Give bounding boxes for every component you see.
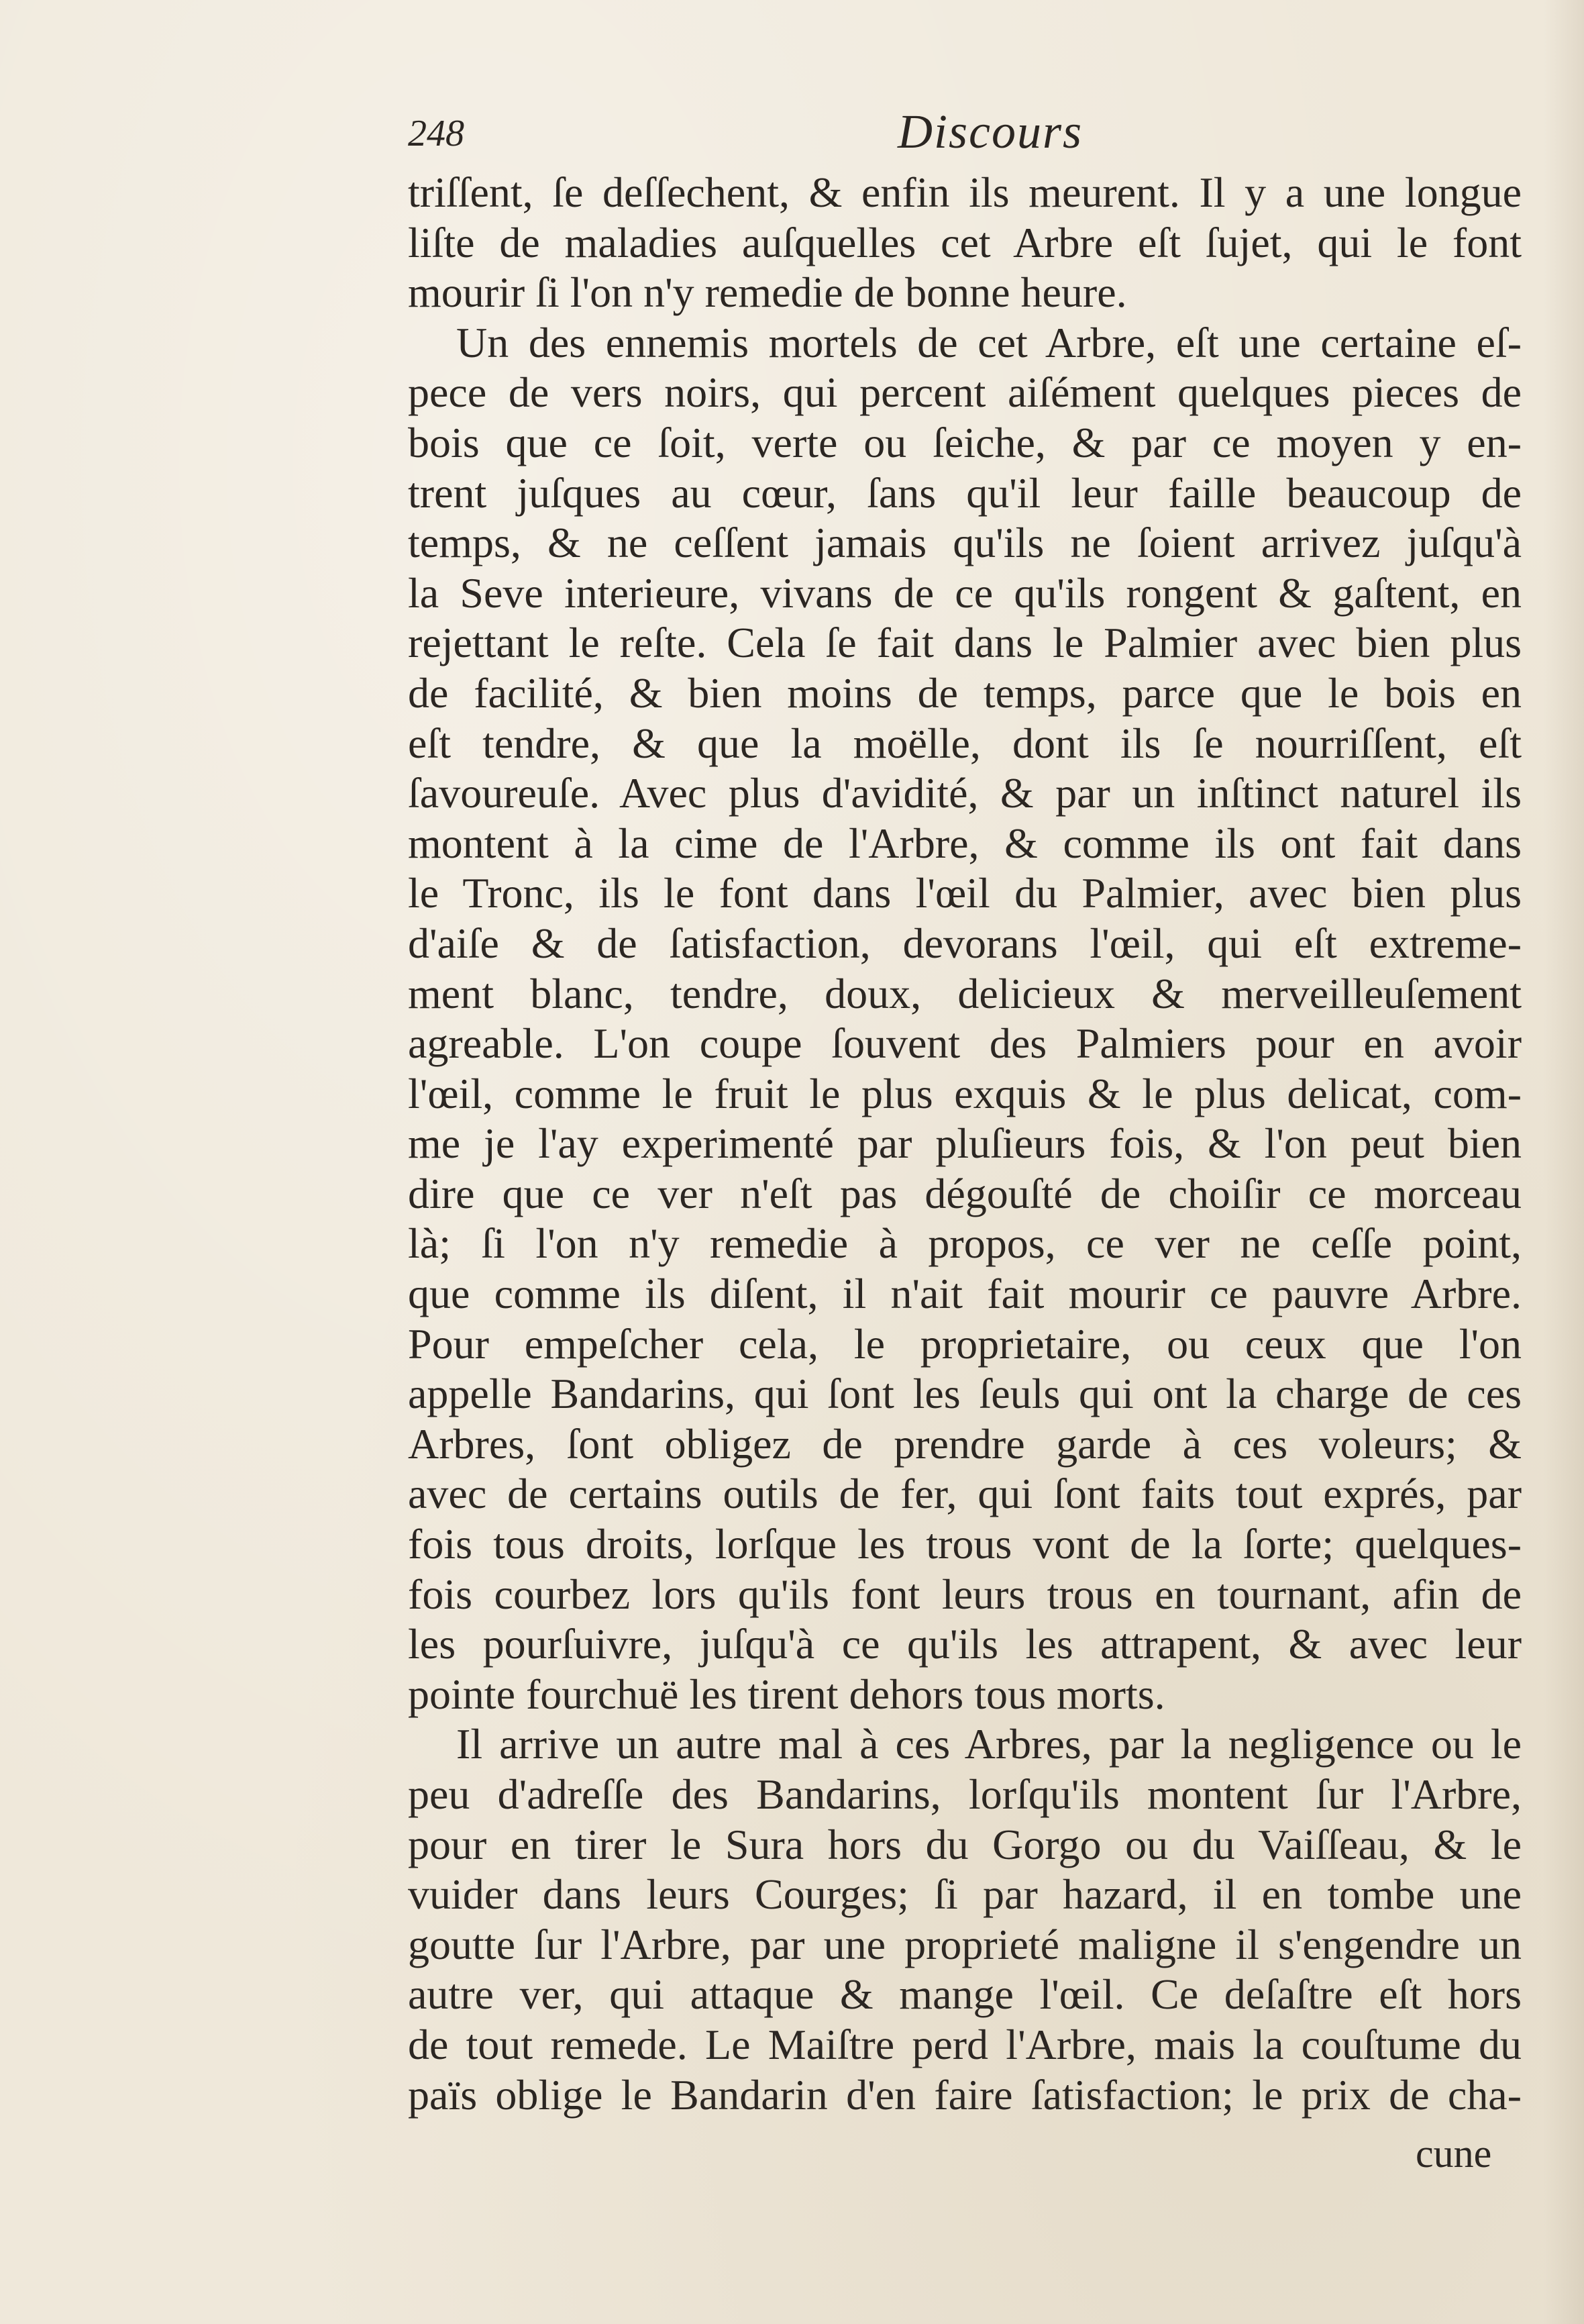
text-line: le Tronc, ils le font dans l'œil du Palmier, avec bien plus (408, 869, 1522, 917)
text-line: de tout remede. Le Maiſtre perd l'Arbre, mais la couſtume du (408, 2020, 1522, 2068)
text-line: la Seve interieure, vivans de ce qu'ils rongent & gaſtent, en (408, 568, 1522, 617)
text-line: montent à la cime de l'Arbre, & comme ils ont fait dans (408, 819, 1522, 867)
text-line: païs oblige le Bandarin d'en faire ſatisfaction; le prix de cha- (408, 2070, 1522, 2119)
text-line: trent juſques au cœur, ſans qu'il leur faille beaucoup de (408, 468, 1522, 517)
text-line: pour en tirer le Sura hors du Gorgo ou du Vaiſſeau, & le (408, 1820, 1522, 1868)
text-line: fois courbez lors qu'ils font leurs trous en tournant, afin de (408, 1570, 1522, 1618)
text-line: ſavoureuſe. Avec plus d'avidité, & par un inſtinct naturel ils (408, 769, 1522, 817)
text-line: Pour empeſcher cela, le proprietaire, ou ceux que l'on (408, 1319, 1522, 1368)
text-line: fois tous droits, lorſque les trous vont de la ſorte; quelques- (408, 1520, 1522, 1568)
text-line: pece de vers noirs, qui percent aiſément quelques pieces de (408, 368, 1522, 417)
text-line: bois que ce ſoit, verte ou ſeiche, & par ce moyen y en- (408, 418, 1522, 466)
text-line: dire que ce ver n'eſt pas dégouſté de choiſir ce morceau (408, 1169, 1522, 1217)
catchword: cune (1416, 2131, 1492, 2176)
text-line: me je l'ay experimenté par pluſieurs fois, & l'on peut bien (408, 1119, 1522, 1168)
text-line: rejettant le reſte. Cela ſe fait dans le Palmier avec bien plus (408, 619, 1522, 667)
text-line: que comme ils diſent, il n'ait fait mourir ce pauvre Arbre. (408, 1270, 1522, 1318)
page-edge-shadow (1544, 0, 1584, 2324)
text-line: goutte ſur l'Arbre, par une proprieté maligne il s'engendre un (408, 1920, 1522, 1968)
running-title: Discours (898, 105, 1084, 158)
text-line: eſt tendre, & que la moëlle, dont ils ſe nourriſſent, eſt (408, 719, 1522, 767)
text-line: Arbres, ſont obligez de prendre garde à ces voleurs; & (408, 1419, 1522, 1468)
text-line: là; ſi l'on n'y remedie à propos, ce ver ne ceſſe point, (408, 1219, 1522, 1268)
text-line: Un des ennemis mortels de cet Arbre, eſt une certaine eſ- (456, 318, 1522, 366)
page-header (408, 104, 1414, 164)
text-line: liſte de maladies auſquelles cet Arbre eſt ſujet, qui le font (408, 218, 1522, 266)
text-line: d'aiſe & de ſatisfaction, devorans l'œil, qui eſt extreme- (408, 919, 1522, 967)
text-line: temps, & ne ceſſent jamais qu'ils ne ſoient arrivez juſqu'à (408, 519, 1522, 567)
text-line: peu d'adreſſe des Bandarins, lorſqu'ils montent ſur l'Arbre, (408, 1770, 1522, 1818)
text-line: triſſent, ſe deſſechent, & enfin ils meurent. Il y a une longue (408, 168, 1522, 216)
page-number: 248 (408, 113, 464, 154)
text-line: agreable. L'on coupe ſouvent des Palmiers pour en avoir (408, 1019, 1522, 1068)
text-line: appelle Bandarins, qui ſont les ſeuls qui ont la charge de ces (408, 1370, 1522, 1418)
text-line: pointe fourchuë les tirent dehors tous morts. (408, 1670, 1165, 1718)
text-line: de facilité, & bien moins de temps, parce que le bois en (408, 668, 1522, 717)
text-line: l'œil, comme le fruit le plus exquis & le plus delicat, com- (408, 1069, 1522, 1117)
text-line: ment blanc, tendre, doux, delicieux & merveilleuſement (408, 969, 1522, 1017)
text-line: avec de certains outils de fer, qui ſont faits tout exprés, par (408, 1470, 1522, 1518)
text-line: les pourſuivre, juſqu'à ce qu'ils les attrapent, & avec leur (408, 1620, 1522, 1668)
text-line: vuider dans leurs Courges; ſi par hazard, il en tombe une (408, 1870, 1522, 1919)
text-line: mourir ſi l'on n'y remedie de bonne heure. (408, 268, 1127, 317)
text-line: autre ver, qui attaque & mange l'œil. Ce deſaſtre eſt hors (408, 1970, 1522, 2019)
body-text (408, 168, 1522, 2120)
text-line: Il arrive un autre mal à ces Arbres, par la negligence ou le (456, 1720, 1522, 1768)
